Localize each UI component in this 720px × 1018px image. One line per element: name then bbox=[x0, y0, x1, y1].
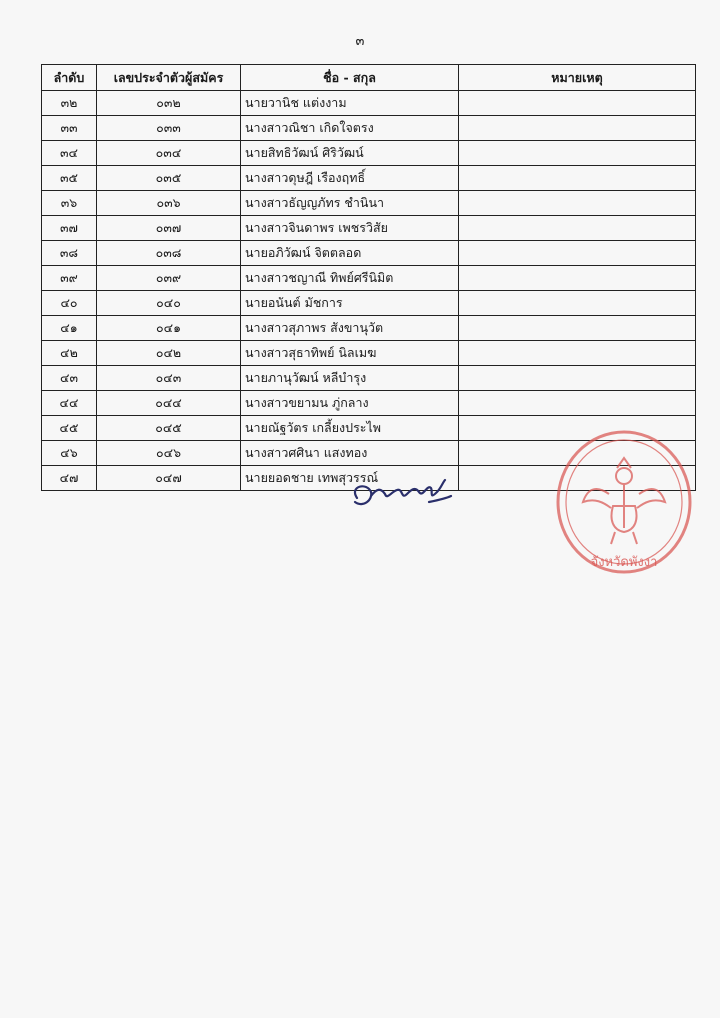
row-applicant-id: ๐๔๑ bbox=[97, 316, 241, 341]
row-order: ๓๘ bbox=[42, 241, 97, 266]
row-remark bbox=[459, 391, 696, 416]
header-applicant-id: เลขประจำตัวผู้สมัคร bbox=[97, 65, 241, 91]
table-row bbox=[42, 316, 696, 341]
row-applicant-id: ๐๔๖ bbox=[97, 441, 241, 466]
row-applicant-id: ๐๓๘ bbox=[97, 241, 241, 266]
table-row bbox=[42, 91, 696, 116]
row-name: นายภานุวัฒน์ หลีบำรุง bbox=[241, 366, 459, 391]
row-applicant-id: ๐๔๕ bbox=[97, 416, 241, 441]
row-name: นางสาวสุภาพร สังขานุวัต bbox=[241, 316, 459, 341]
row-order: ๓๗ bbox=[42, 216, 97, 241]
row-remark bbox=[459, 266, 696, 291]
row-remark bbox=[459, 216, 696, 241]
row-order: ๓๒ bbox=[42, 91, 97, 116]
table-row bbox=[42, 391, 696, 416]
table-row bbox=[42, 341, 696, 366]
row-applicant-id: ๐๓๖ bbox=[97, 191, 241, 216]
table-row bbox=[42, 216, 696, 241]
row-name: นายวานิช แต่งงาม bbox=[241, 91, 459, 116]
table-row bbox=[42, 116, 696, 141]
row-name: นายสิทธิวัฒน์ ศิริวัฒน์ bbox=[241, 141, 459, 166]
row-order: ๔๖ bbox=[42, 441, 97, 466]
header-remark: หมายเหตุ bbox=[459, 65, 696, 91]
table-row bbox=[42, 166, 696, 191]
page-number: ๓ bbox=[355, 34, 365, 49]
row-name: นางสาวสุธาทิพย์ นิลเมฆ bbox=[241, 341, 459, 366]
row-applicant-id: ๐๔๗ bbox=[97, 466, 241, 491]
row-order: ๔๑ bbox=[42, 316, 97, 341]
table-row bbox=[42, 141, 696, 166]
row-remark bbox=[459, 116, 696, 141]
row-remark bbox=[459, 291, 696, 316]
row-remark bbox=[459, 141, 696, 166]
row-name: นางสาวขยามน ภู่กลาง bbox=[241, 391, 459, 416]
row-order: ๔๒ bbox=[42, 341, 97, 366]
row-order: ๓๖ bbox=[42, 191, 97, 216]
official-seal bbox=[553, 428, 695, 576]
row-remark bbox=[459, 366, 696, 391]
table-row bbox=[42, 241, 696, 266]
row-remark bbox=[459, 166, 696, 191]
row-applicant-id: ๐๓๗ bbox=[97, 216, 241, 241]
row-name: นางสาวชญาณี ทิพย์ศรีนิมิต bbox=[241, 266, 459, 291]
row-order: ๓๔ bbox=[42, 141, 97, 166]
row-name: นายณัฐวัตร เกลี้ยงประไพ bbox=[241, 416, 459, 441]
row-name: นายอนันต์ มัชการ bbox=[241, 291, 459, 316]
row-remark bbox=[459, 316, 696, 341]
table-row bbox=[42, 266, 696, 291]
header-order: ลำดับ bbox=[42, 65, 97, 91]
row-remark bbox=[459, 341, 696, 366]
row-name: นางสาวณิชา เกิดใจตรง bbox=[241, 116, 459, 141]
row-applicant-id: ๐๓๒ bbox=[97, 91, 241, 116]
header-name: ชื่อ - สกุล bbox=[241, 65, 459, 91]
row-applicant-id: ๐๔๐ bbox=[97, 291, 241, 316]
seal-text: จังหวัดพังงา bbox=[590, 555, 658, 570]
row-applicant-id: ๐๔๒ bbox=[97, 341, 241, 366]
row-order: ๓๙ bbox=[42, 266, 97, 291]
table-row bbox=[42, 191, 696, 216]
row-applicant-id: ๐๓๓ bbox=[97, 116, 241, 141]
row-order: ๔๓ bbox=[42, 366, 97, 391]
row-order: ๓๕ bbox=[42, 166, 97, 191]
row-order: ๓๓ bbox=[42, 116, 97, 141]
row-applicant-id: ๐๔๓ bbox=[97, 366, 241, 391]
row-name: นางสาวจินดาพร เพชรวิสัย bbox=[241, 216, 459, 241]
row-applicant-id: ๐๓๙ bbox=[97, 266, 241, 291]
row-name: นางสาวศศินา แสงทอง bbox=[241, 441, 459, 466]
signature-stroke bbox=[355, 480, 451, 504]
row-remark bbox=[459, 241, 696, 266]
row-remark bbox=[459, 191, 696, 216]
row-order: ๔๔ bbox=[42, 391, 97, 416]
row-order: ๔๗ bbox=[42, 466, 97, 491]
row-name: นางสาวธัญญภัทร ชำนินา bbox=[241, 191, 459, 216]
row-name: นางสาวดุษฎี เรืองฤทธิ์ bbox=[241, 166, 459, 191]
garuda-emblem-icon bbox=[583, 458, 665, 544]
row-applicant-id: ๐๔๔ bbox=[97, 391, 241, 416]
table-header-row bbox=[42, 65, 696, 91]
row-name: นายอภิวัฒน์ จิตตลอด bbox=[241, 241, 459, 266]
signature bbox=[345, 478, 455, 516]
row-order: ๔๐ bbox=[42, 291, 97, 316]
table-row bbox=[42, 291, 696, 316]
row-remark bbox=[459, 91, 696, 116]
row-applicant-id: ๐๓๕ bbox=[97, 166, 241, 191]
row-order: ๔๕ bbox=[42, 416, 97, 441]
table-row bbox=[42, 366, 696, 391]
applicant-table bbox=[41, 64, 696, 491]
row-applicant-id: ๐๓๔ bbox=[97, 141, 241, 166]
row-name: นายยอดชาย เทพสุวรรณ์ bbox=[241, 466, 459, 491]
